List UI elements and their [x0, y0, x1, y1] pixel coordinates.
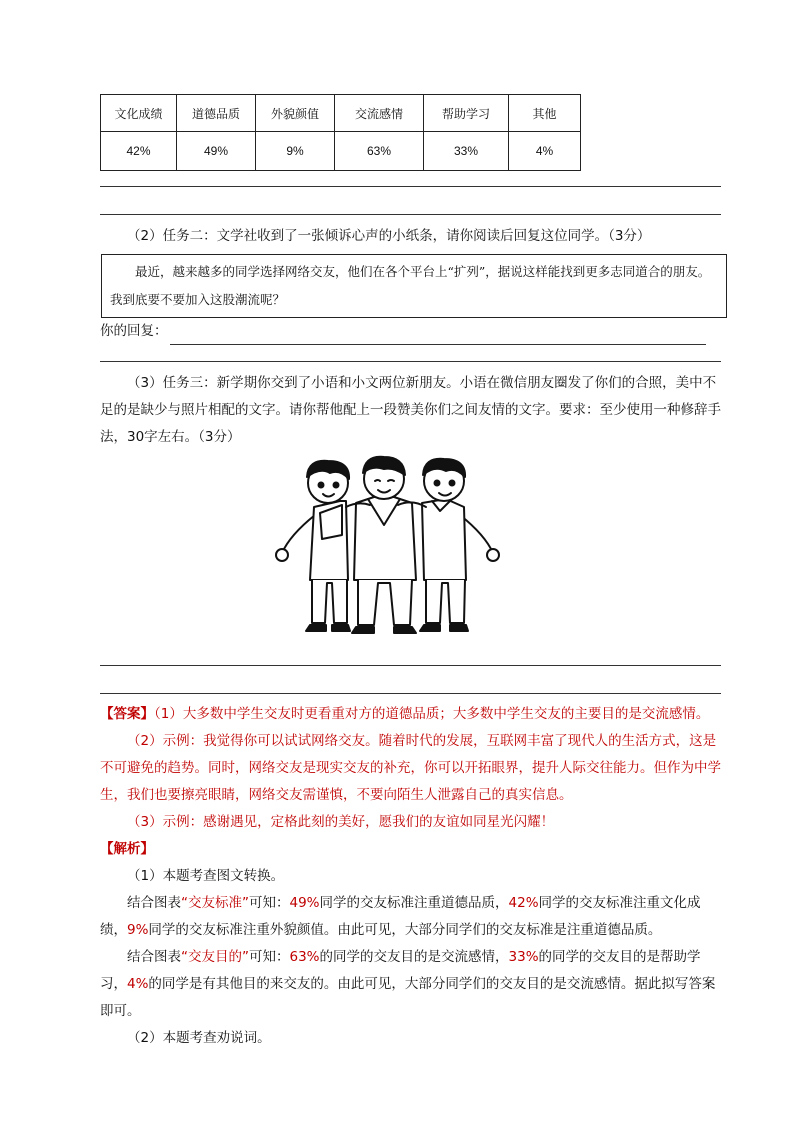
- answer-block: [100, 701, 724, 1052]
- analysis-number: 4%: [127, 976, 149, 992]
- analysis-text: 同学的交友标准注重文化成绩，: [100, 895, 701, 938]
- analysis-number: 63%: [289, 949, 320, 965]
- table-header-cell: 文化成绩: [101, 95, 177, 132]
- analysis-text: 的同学是有其他目的来交友的。由此可见，大部分同学们的交友目的是交流感情。据此拟写答案即可。: [100, 976, 716, 1019]
- analysis-quote: “交友目的”: [181, 949, 249, 965]
- table-value-cell: 42%: [101, 132, 177, 171]
- table-header-cell: 道德品质: [177, 95, 256, 132]
- analysis-text: 可知：: [249, 949, 290, 965]
- analysis-text: 同学的交友标准注重道德品质，: [319, 895, 509, 911]
- answer-line: [100, 665, 721, 666]
- analysis-text: 结合图表: [127, 949, 181, 965]
- analysis-text: 的同学的交友目的是帮助学习，: [100, 949, 701, 992]
- note-box: [101, 254, 727, 318]
- analysis-quote: “交友标准”: [181, 895, 249, 911]
- answer-line: [100, 693, 721, 694]
- analysis-number: 42%: [508, 895, 539, 911]
- table-value-cell: 49%: [177, 132, 256, 171]
- analysis-text: 同学的交友标准注重外貌颜值。由此可见，大部分同学们的交友标准是注重道德品质。: [148, 922, 662, 938]
- table-value-cell: 4%: [509, 132, 581, 171]
- analysis-text: 的同学的交友目的是交流感情，: [319, 949, 509, 965]
- analysis-text: 结合图表: [127, 895, 181, 911]
- note-text: 最近，越来越多的同学选择网络交友，他们在各个平台上“扩列”，据说这样能找到更多志同道合的朋友。我到底要不要加入这股潮流呢？: [110, 264, 711, 307]
- analysis-p2: [100, 890, 724, 944]
- table-value-cell: 9%: [256, 132, 335, 171]
- table-header-row: [101, 95, 581, 132]
- table-header-cell: 外貌颜值: [256, 95, 335, 132]
- table-header-cell: 其他: [509, 95, 581, 132]
- answer-3: （3）示例：感谢遇见，定格此刻的美好，愿我们的友谊如同星光闪耀！: [127, 814, 555, 830]
- analysis-tag: 【解析】: [100, 841, 154, 857]
- analysis-number: 9%: [127, 922, 149, 938]
- reply-row: [100, 318, 724, 345]
- reply-input-line[interactable]: [170, 329, 706, 345]
- analysis-p1: （1）本题考查图文转换。: [127, 868, 285, 884]
- stats-table: [100, 94, 581, 171]
- answer-line: [100, 214, 721, 215]
- task2-prompt: （2）任务二：文学社收到了一张倾诉心声的小纸条，请你阅读后回复这位同学。（3分）: [127, 228, 651, 244]
- reply-label: 你的回复：: [100, 323, 168, 339]
- three-friends-illustration: [270, 455, 505, 645]
- table-header-cell: 帮助学习: [424, 95, 509, 132]
- analysis-text: 可知：: [249, 895, 290, 911]
- table-value-row: [101, 132, 581, 171]
- answer-2: （2）示例：我觉得你可以试试网络交友。随着时代的发展，互联网丰富了现代人的生活方式，这是不可避免的趋势。同时，网络交友是现实交友的补充，你可以开拓眼界，提升人际交往能力。但作为中学生，我们也要擦亮眼睛，网络交友需谨慎，不要向陌生人泄露自己的真实信息。: [100, 733, 721, 803]
- answer-tag: 【答案】: [100, 706, 154, 722]
- table-value-cell: 33%: [424, 132, 509, 171]
- analysis-p4: （2）本题考查劝说词。: [127, 1030, 271, 1046]
- answer-line: [100, 186, 721, 187]
- task3-prompt: （3）任务三：新学期你交到了小语和小文两位新朋友。小语在微信朋友圈发了你们的合照，美中不足的是缺少与照片相配的文字。请你帮他配上一段赞美你们之间友情的文字。要求：至少使用一种修辞手法，30字左右。（3分）: [100, 375, 721, 445]
- analysis-number: 49%: [289, 895, 320, 911]
- answer-line: [100, 361, 721, 362]
- analysis-number: 33%: [508, 949, 539, 965]
- table-header-cell: 交流感情: [335, 95, 424, 132]
- analysis-p3: [100, 944, 724, 1025]
- answer-1: （1）大多数中学生交友时更看重对方的道德品质；大多数中学生交友的主要目的是交流感情。: [154, 706, 710, 722]
- table-value-cell: 63%: [335, 132, 424, 171]
